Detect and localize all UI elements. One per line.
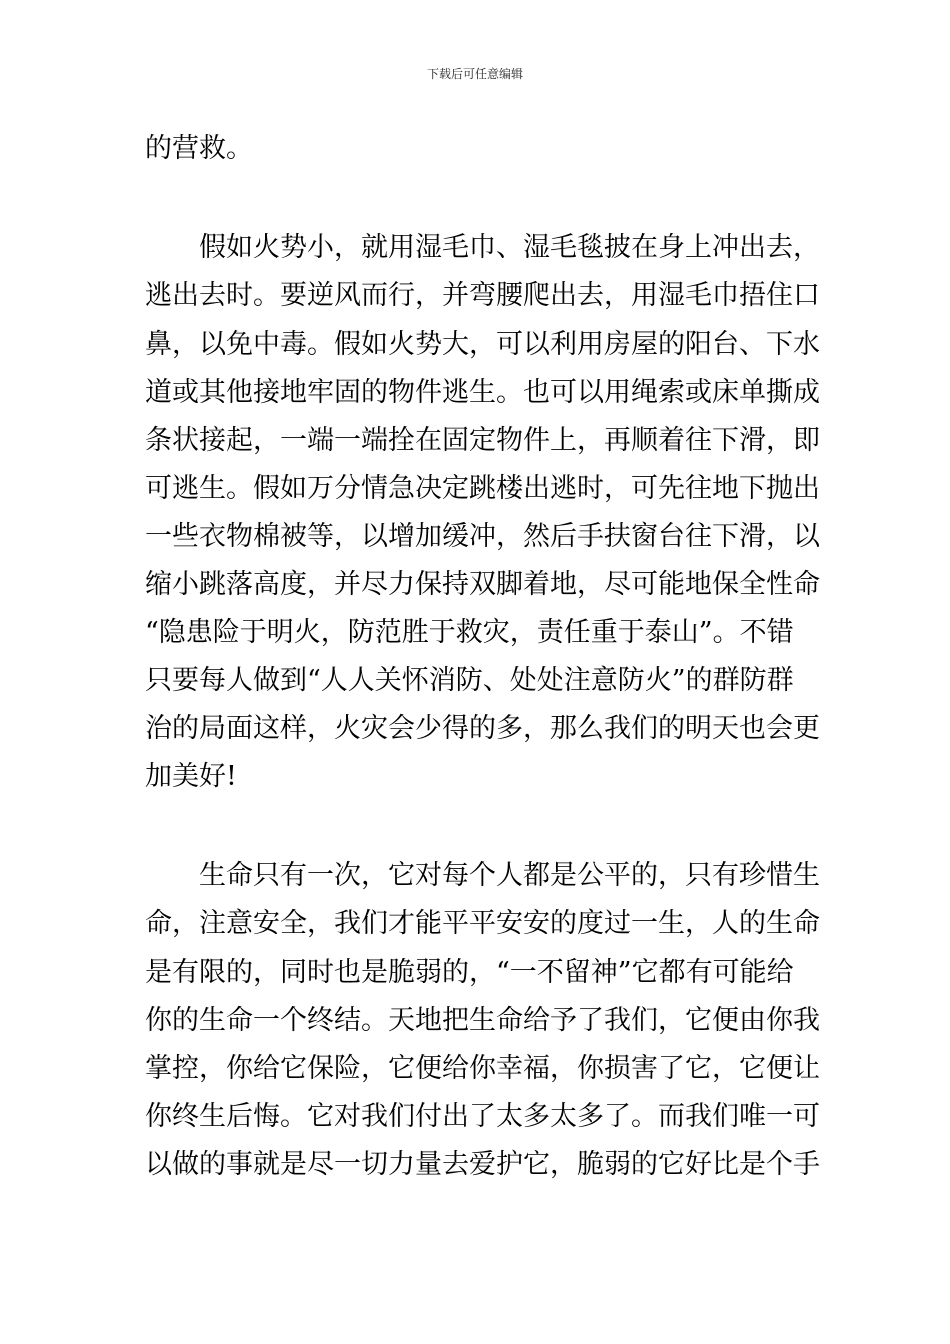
paragraph-line: 逃出去时。要逆风而行，并弯腰爬出去，用湿毛巾捂住口 bbox=[145, 280, 820, 311]
paragraph-line: 命，注意安全，我们才能平平安安的度过一生，人的生命 bbox=[145, 908, 820, 939]
paragraph-line: 生命只有一次，它对每个人都是公平的，只有珍惜生 bbox=[199, 860, 820, 891]
paragraph-line: 可逃生。假如万分情急决定跳楼出逃时，可先往地下抛出 bbox=[145, 473, 820, 504]
paragraph-line: 你的生命一个终结。天地把生命给予了我们，它便由你我 bbox=[145, 1005, 820, 1036]
paragraph-line: 以做的事就是尽一切力量去爱护它，脆弱的它好比是个手 bbox=[145, 1149, 820, 1180]
paragraph-line: 治的局面这样，火灾会少得的多，那么我们的明天也会更 bbox=[145, 713, 820, 744]
paragraph-line: 鼻，以免中毒。假如火势大，可以利用房屋的阳台、下水 bbox=[145, 329, 820, 360]
paragraph-line: “隐患险于明火，防范胜于救灾，责任重于泰山”。不错 bbox=[145, 617, 794, 648]
paragraph-line: 掌控，你给它保险，它便给你幸福，你损害了它，它便让 bbox=[145, 1053, 820, 1084]
paragraph-line: 条状接起，一端一端拴在固定物件上，再顺着往下滑，即 bbox=[145, 425, 820, 456]
paragraph-line: 假如火势小，就用湿毛巾、湿毛毯披在身上冲出去， bbox=[199, 232, 820, 263]
paragraph-line: 缩小跳落高度，并尽力保持双脚着地，尽可能地保全性命 bbox=[145, 569, 820, 600]
paragraph-line: 加美好! bbox=[145, 761, 237, 792]
paragraph-line: 你终生后悔。它对我们付出了太多太多了。而我们唯一可 bbox=[145, 1101, 820, 1132]
paragraph-line: 是有限的，同时也是脆弱的，“一不留神”它都有可能给 bbox=[145, 957, 794, 988]
paragraph-line: 的营救。 bbox=[145, 133, 253, 164]
paragraph-line: 道或其他接地牢固的物件逃生。也可以用绳索或床单撕成 bbox=[145, 377, 820, 408]
paragraph-line: 一些衣物棉被等，以增加缓冲，然后手扶窗台往下滑，以 bbox=[145, 521, 820, 552]
page-header: 下载后可任意编辑 bbox=[426, 67, 523, 81]
paragraph-line: 只要每人做到“人人关怀消防、处处注意防火”的群防群 bbox=[145, 665, 794, 696]
